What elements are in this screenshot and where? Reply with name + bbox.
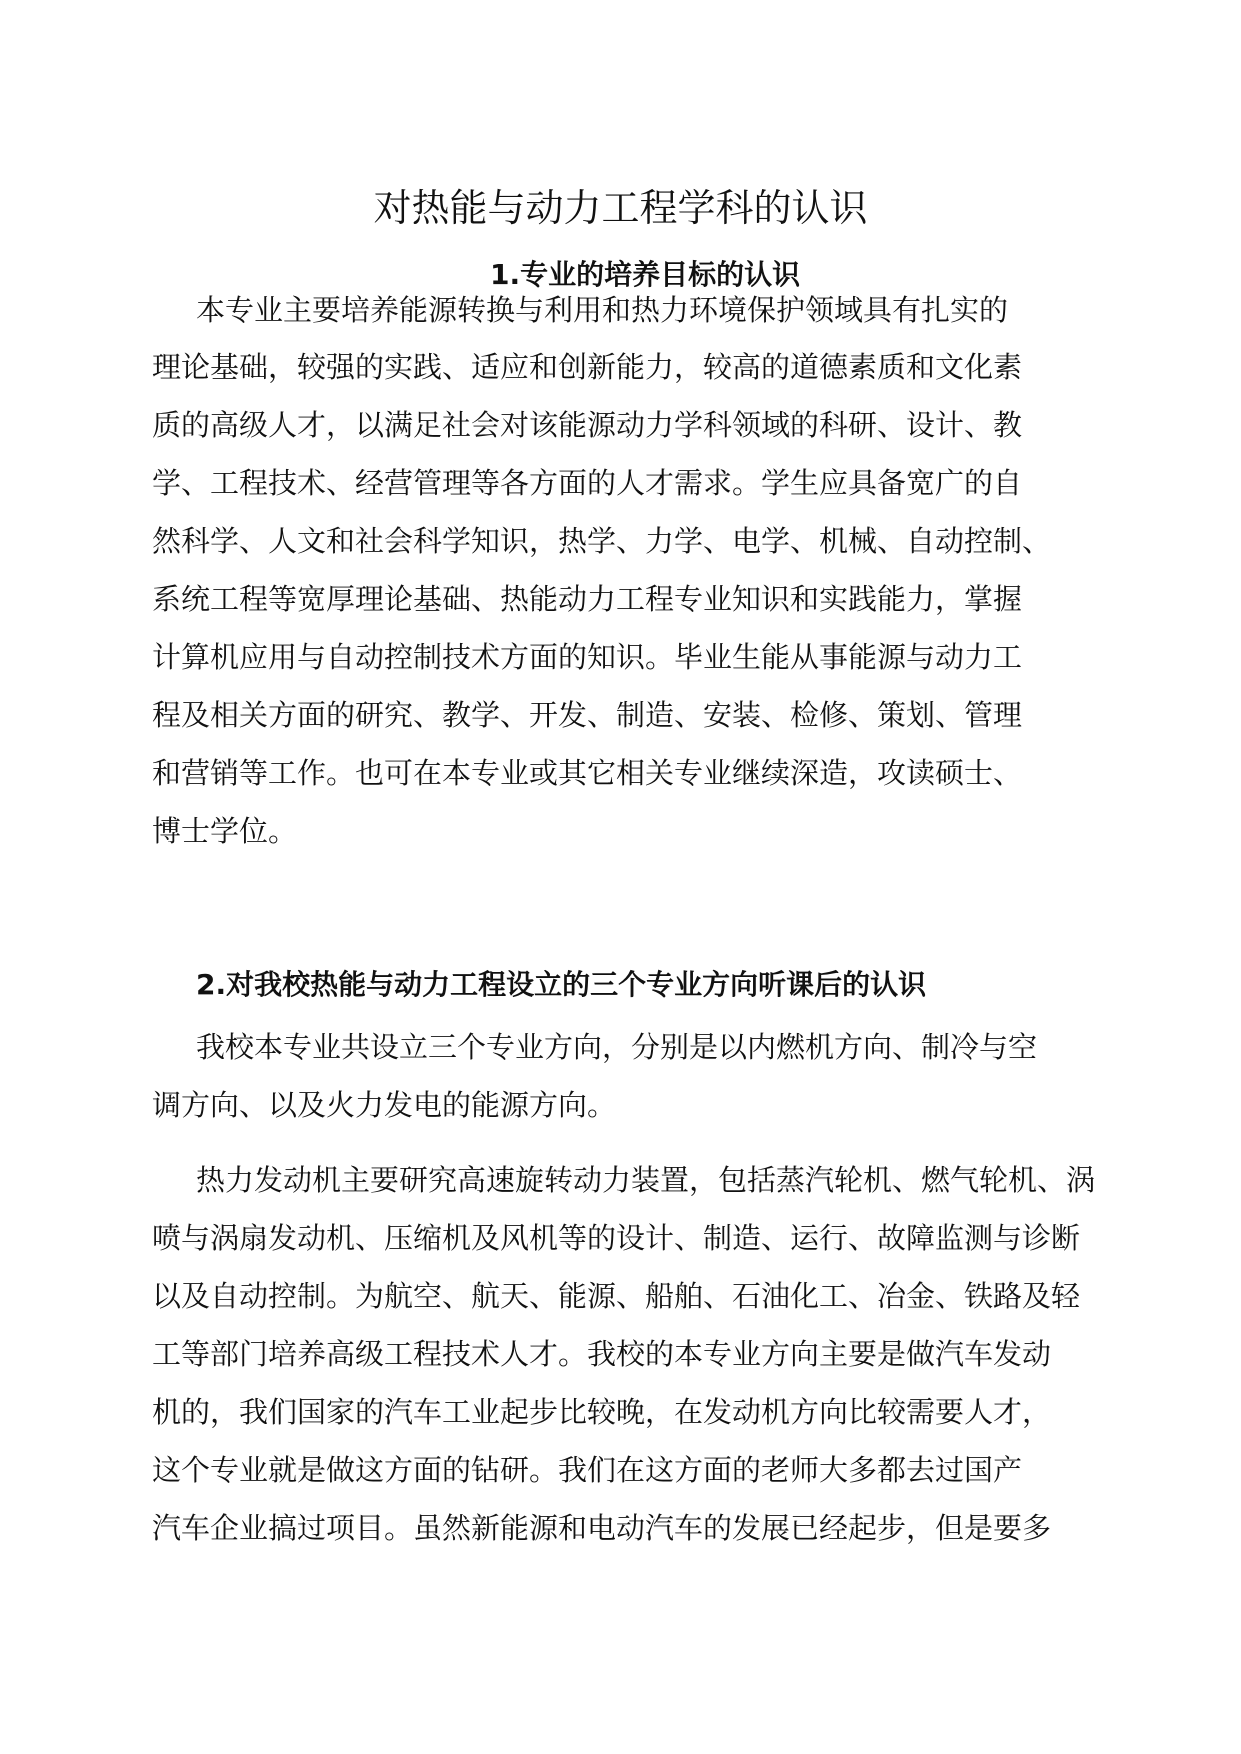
paragraph-line: 博士学位。 (152, 814, 298, 848)
paragraph-line: 调方向、以及火力发电的能源方向。 (152, 1088, 617, 1122)
paragraph-line: 和营销等工作。也可在本专业或其它相关专业继续深造，攻读硕士、 (152, 756, 1023, 790)
paragraph-line: 本专业主要培养能源转换与利用和热力环境保护领域具有扎实的 (196, 293, 1009, 327)
paragraph-line: 我校本专业共设立三个专业方向，分别是以内燃机方向、制冷与空 (196, 1030, 1038, 1064)
paragraph-line: 以及自动控制。为航空、航天、能源、船舶、石油化工、冶金、铁路及轻 (152, 1279, 1081, 1313)
paragraph-line: 系统工程等宽厚理论基础、热能动力工程专业知识和实践能力，掌握 (152, 582, 1023, 616)
paragraph-line: 程及相关方面的研究、教学、开发、制造、安装、检修、策划、管理 (152, 698, 1023, 732)
paragraph-line: 这个专业就是做这方面的钻研。我们在这方面的老师大多都去过国产 (152, 1453, 1023, 1487)
paragraph-line: 计算机应用与自动控制技术方面的知识。毕业生能从事能源与动力工 (152, 640, 1023, 674)
paragraph-line: 然科学、人文和社会科学知识，热学、力学、电学、机械、自动控制、 (152, 524, 1052, 558)
paragraph-line: 理论基础，较强的实践、适应和创新能力，较高的道德素质和文化素 (152, 350, 1023, 384)
paragraph-line: 学、工程技术、经营管理等各方面的人才需求。学生应具备宽广的自 (152, 466, 1023, 500)
section-heading-training-goals: 1.专业的培养目标的认识 (490, 258, 801, 291)
paragraph-line: 热力发动机主要研究高速旋转动力装置，包括蒸汽轮机、燃气轮机、涡 (196, 1163, 1096, 1197)
section-heading-three-directions: 2.对我校热能与动力工程设立的三个专业方向听课后的认识 (196, 968, 927, 1001)
paragraph-line: 机的，我们国家的汽车工业起步比较晚，在发动机方向比较需要人才， (152, 1395, 1052, 1429)
paragraph-line: 喷与涡扇发动机、压缩机及风机等的设计、制造、运行、故障监测与诊断 (152, 1221, 1081, 1255)
paragraph-line: 工等部门培养高级工程技术人才。我校的本专业方向主要是做汽车发动 (152, 1337, 1052, 1371)
document-title: 对热能与动力工程学科的认识 (373, 186, 868, 230)
paragraph-line: 质的高级人才，以满足社会对该能源动力学科领域的科研、设计、教 (152, 408, 1023, 442)
paragraph-line: 汽车企业搞过项目。虽然新能源和电动汽车的发展已经起步，但是要多 (152, 1511, 1052, 1545)
